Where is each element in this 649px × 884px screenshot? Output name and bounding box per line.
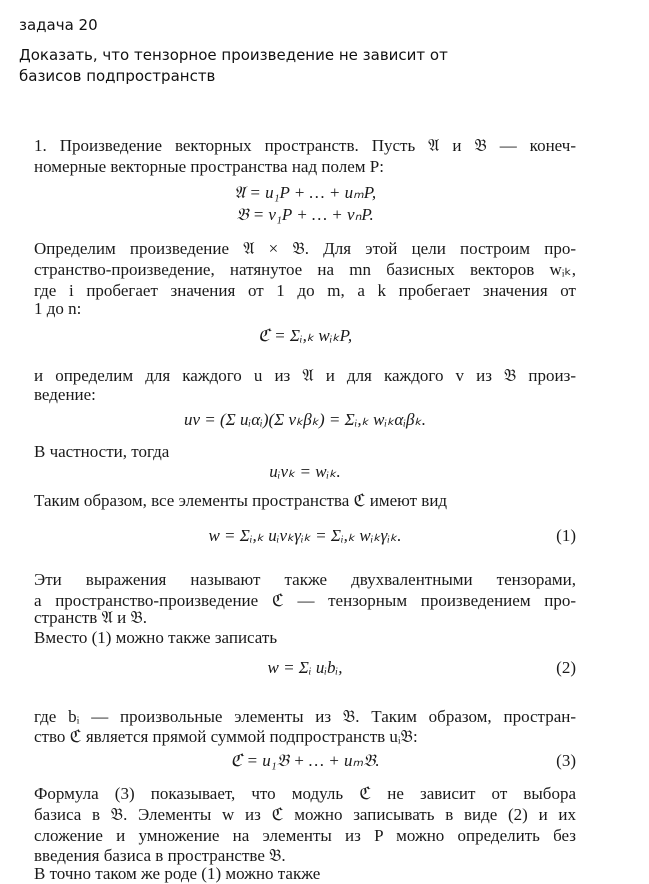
text-line: где i пробегает значения от 1 до m, а k пробегает значения от xyxy=(34,281,576,300)
text-line: 1 до n: xyxy=(34,299,82,318)
text-line: где bᵢ — произвольные элементы из 𝔅. Таким образом, простран- xyxy=(34,707,576,726)
text-line: Формула (3) показывает, что модуль ℭ не зависит от выбора xyxy=(34,784,576,803)
text-line: ведение: xyxy=(34,385,96,404)
task-statement-line-2: базисов подпространств xyxy=(19,67,216,85)
equation: w = Σᵢ,ₖ uᵢvₖγᵢₖ = Σᵢ,ₖ wᵢₖγᵢₖ. xyxy=(208,526,402,545)
equation: uᵢvₖ = wᵢₖ. xyxy=(269,462,341,481)
text-line: базиса в 𝔅. Элементы w из ℭ можно записывать в виде (2) и их xyxy=(34,805,576,824)
equation: w = Σᵢ uᵢbᵢ, xyxy=(267,658,343,677)
equation-number: (3) xyxy=(556,751,576,770)
text-line: странств 𝔄 и 𝔅. xyxy=(34,608,147,627)
text-line: Вместо (1) можно также записать xyxy=(34,628,278,647)
task-number: задача 20 xyxy=(19,16,98,34)
text-line: введения базиса в пространстве 𝔅. xyxy=(34,846,286,865)
text-line: 1. Произведение векторных пространств. Пусть 𝔄 и 𝔅 — конеч- xyxy=(34,136,576,155)
text-line: и определим для каждого u из 𝔄 и для каждого v из 𝔅 произ- xyxy=(34,366,576,385)
equation-number: (2) xyxy=(556,658,576,677)
equation-number: (1) xyxy=(556,526,576,545)
equation: 𝔅 = v₁P + … + vₙP. xyxy=(236,205,374,224)
equation: 𝔄 = u₁P + … + uₘP, xyxy=(233,183,377,202)
task-statement-line-1: Доказать, что тензорное произведение не зависит от xyxy=(19,46,448,64)
text-line: ство ℭ является прямой суммой подпространств uᵢ𝔅: xyxy=(34,727,418,746)
text-line: Эти выражения называют также двухвалентными тензорами, xyxy=(34,570,576,589)
equation: ℭ = u₁𝔅 + … + uₘ𝔅. xyxy=(230,751,380,770)
text-line: странство-произведение, натянутое на mn базисных векторов wᵢₖ, xyxy=(34,260,576,279)
text-line: В частности, тогда xyxy=(34,442,170,461)
text-line: а пространство-произведение ℭ — тензорным произведением про- xyxy=(34,591,576,610)
text-line: Определим произведение 𝔄 × 𝔅. Для этой цели построим про- xyxy=(34,239,576,258)
text-line: номерные векторные пространства над полем P: xyxy=(34,157,384,176)
text-line-cut-off: В точно таком же роде (1) можно также xyxy=(34,864,321,883)
text-line: Таким образом, все элементы пространства ℭ имеют вид xyxy=(34,491,448,510)
text-line: сложение и умножение на элементы из P можно определить без xyxy=(34,826,576,845)
equation: ℭ = Σᵢ,ₖ wᵢₖP, xyxy=(257,326,353,345)
equation: uv = (Σ uᵢαᵢ)(Σ vₖβₖ) = Σᵢ,ₖ wᵢₖαᵢβₖ. xyxy=(184,410,426,429)
